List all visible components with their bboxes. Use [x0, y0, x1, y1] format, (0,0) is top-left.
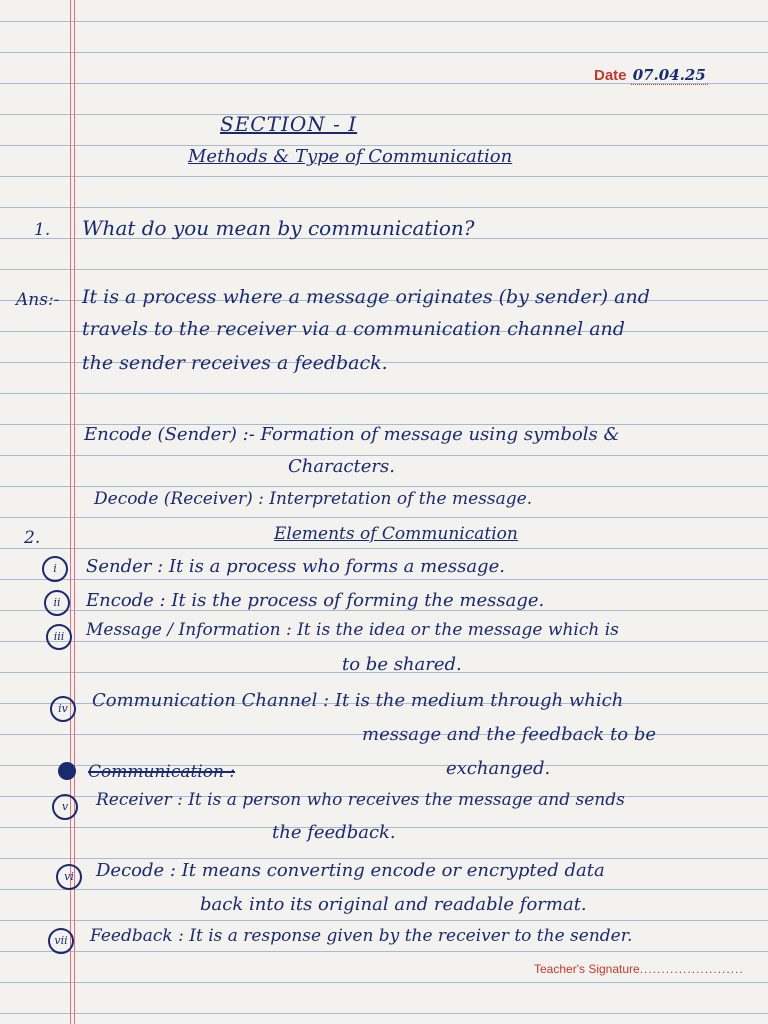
roman-marker-vii: vii [48, 928, 74, 954]
encode-definition: Characters. [288, 456, 395, 477]
section-subtitle: Methods & Type of Communication [188, 146, 513, 167]
roman-marker-ii: ii [44, 590, 70, 616]
roman-marker-vi: vi [56, 864, 82, 890]
elements-heading: Elements of Communication [274, 524, 518, 544]
element-item-continued: message and the feedback to be [362, 724, 657, 745]
answer-line: the sender receives a feedback. [82, 352, 388, 374]
answer-line: It is a process where a message originates (by sender) and [82, 286, 650, 308]
element-item-continued: exchanged. [446, 758, 551, 779]
answer-line: travels to the receiver via a communication channel and [82, 318, 625, 340]
element-item-continued: back into its original and readable format. [200, 894, 587, 915]
roman-marker-iv: iv [50, 696, 76, 722]
answer-label: Ans:- [16, 290, 60, 310]
decode-definition: Decode (Receiver) : Interpretation of the message. [94, 489, 533, 509]
date-field [594, 66, 708, 84]
element-item: Decode : It means converting encode or encrypted data [96, 860, 605, 881]
question-number: 1. [34, 220, 51, 240]
struck-marker [58, 762, 76, 780]
teacher-signature-field [534, 962, 744, 976]
element-item-continued: the feedback. [272, 822, 396, 843]
element-item: Receiver : It is a person who receives the message and sends [96, 790, 625, 810]
roman-marker-v: v [52, 794, 78, 820]
signature-label: Teacher's Signature [534, 962, 640, 976]
element-item: Communication Channel : It is the medium through which [92, 690, 624, 711]
element-item: Feedback : It is a response given by the receiver to the sender. [90, 926, 633, 946]
encode-definition: Encode (Sender) :- Formation of message using symbols & [84, 424, 620, 445]
element-item-continued: to be shared. [342, 654, 462, 675]
date-label: Date [594, 67, 627, 84]
element-item: Message / Information : It is the idea or the message which is [86, 620, 619, 640]
question-number: 2. [24, 528, 41, 548]
roman-marker-iii: iii [46, 624, 72, 650]
roman-marker-i: i [42, 556, 68, 582]
signature-blank: ........................ [639, 962, 744, 976]
struck-out-text: Communication : [88, 762, 236, 782]
question-text: What do you mean by communication? [82, 216, 475, 240]
section-title: SECTION - I [220, 112, 358, 136]
element-item: Sender : It is a process who forms a message. [86, 556, 505, 577]
element-item: Encode : It is the process of forming the message. [86, 590, 545, 611]
date-value: 07.04.25 [632, 66, 706, 84]
